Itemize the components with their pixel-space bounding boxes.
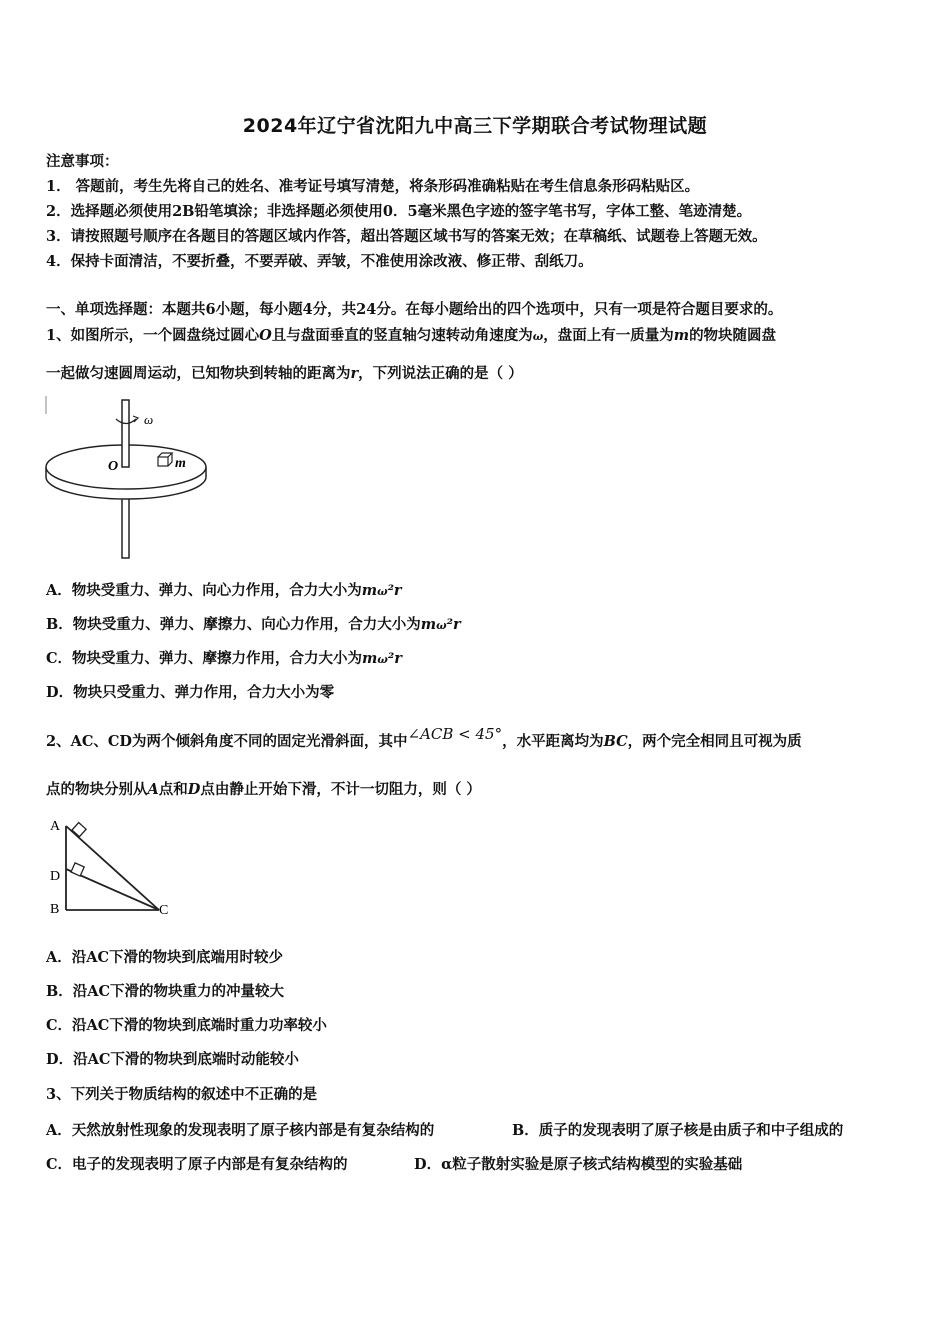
section-1-heading: 一、单项选择题：本题共6小题，每小题4分，共24分。在每小题给出的四个选项中，只有一项是符合题目要求的。 — [46, 301, 783, 318]
q2-incline-figure — [44, 812, 184, 920]
notice-item-3: 3．请按照题号顺序在各题目的答题区域内作答，超出答题区域书写的答案无效；在草稿纸、试题卷上答题无效。 — [46, 228, 767, 245]
q1-stem-line2: 一起做匀速圆周运动，已知物块到转轴的距离为r，下列说法正确的是（ ） — [46, 365, 523, 382]
q2-option-c: C．沿AC下滑的物块到底端时重力功率较小 — [46, 1017, 327, 1034]
q2-stem-line1: 2、AC、CD为两个倾斜角度不同的固定光滑斜面，其中∠ACB < 45°，水平距离均为BC，两个完全相同且可视为质 — [46, 725, 802, 750]
notice-item-1: 1． 答题前，考生先将自己的姓名、准考证号填写清楚，将条形码准确粘贴在考生信息条形码粘贴区。 — [46, 178, 700, 195]
q1-stem-line1: 1、如图所示，一个圆盘绕过圆心O且与盘面垂直的竖直轴匀速转动角速度为ω，盘面上有一质量为m的物块随圆盘 — [46, 327, 777, 344]
q3-option-d: D．α粒子散射实验是原子核式结构模型的实验基础 — [414, 1156, 743, 1173]
q1-disk-figure — [40, 392, 215, 562]
notice-heading: 注意事项： — [46, 153, 119, 170]
q1-fig-m-label: m — [175, 456, 186, 471]
q1-option-a: A．物块受重力、弹力、向心力作用，合力大小为mω²r — [46, 582, 402, 599]
q1-fig-omega-label: ω — [144, 412, 154, 427]
q2-fig-block-d — [71, 863, 84, 876]
q2-fig-label-a: A — [50, 819, 61, 834]
q3-option-a: A．天然放射性现象的发现表明了原子核内部是有复杂结构的 — [46, 1122, 435, 1139]
q2-fig-label-c: C — [159, 903, 169, 918]
q3-option-b: B．质子的发现表明了原子核是由质子和中子组成的 — [512, 1122, 844, 1139]
q2-fig-label-d: D — [50, 869, 61, 884]
notice-item-2: 2．选择题必须使用2B铅笔填涂；非选择题必须使用0．5毫米黑色字迹的签字笔书写，字体工整、笔迹清楚。 — [46, 203, 752, 220]
q1-option-c: C．物块受重力、弹力、摩擦力作用，合力大小为mω²r — [46, 650, 402, 667]
q1-fig-o-label: O — [108, 459, 119, 474]
notice-item-4: 4．保持卡面清洁，不要折叠，不要弄破、弄皱，不准使用涂改液、修正带、刮纸刀。 — [46, 253, 593, 270]
q1-option-d: D．物块只受重力、弹力作用，合力大小为零 — [46, 684, 335, 701]
q3-stem: 3、下列关于物质结构的叙述中不正确的是 — [46, 1086, 318, 1103]
q2-option-a: A．沿AC下滑的物块到底端用时较少 — [46, 949, 284, 966]
q2-option-b: B．沿AC下滑的物块重力的冲量较大 — [46, 983, 285, 1000]
q2-fig-block-a — [72, 823, 86, 837]
page-title: 2024年辽宁省沈阳九中高三下学期联合考试物理试题 — [242, 115, 708, 137]
q2-fig-label-b: B — [50, 902, 60, 917]
q2-angle-expression: ∠ACB < 45° — [407, 725, 503, 743]
q2-option-d: D．沿AC下滑的物块到底端时动能较小 — [46, 1051, 299, 1068]
q1-option-b: B．物块受重力、弹力、摩擦力、向心力作用，合力大小为mω²r — [46, 616, 461, 633]
q3-option-c: C．电子的发现表明了原子内部是有复杂结构的 — [46, 1156, 348, 1173]
q2-stem-line2: 点的物块分别从A点和D点由静止开始下滑，不计一切阻力，则（ ） — [46, 781, 481, 798]
